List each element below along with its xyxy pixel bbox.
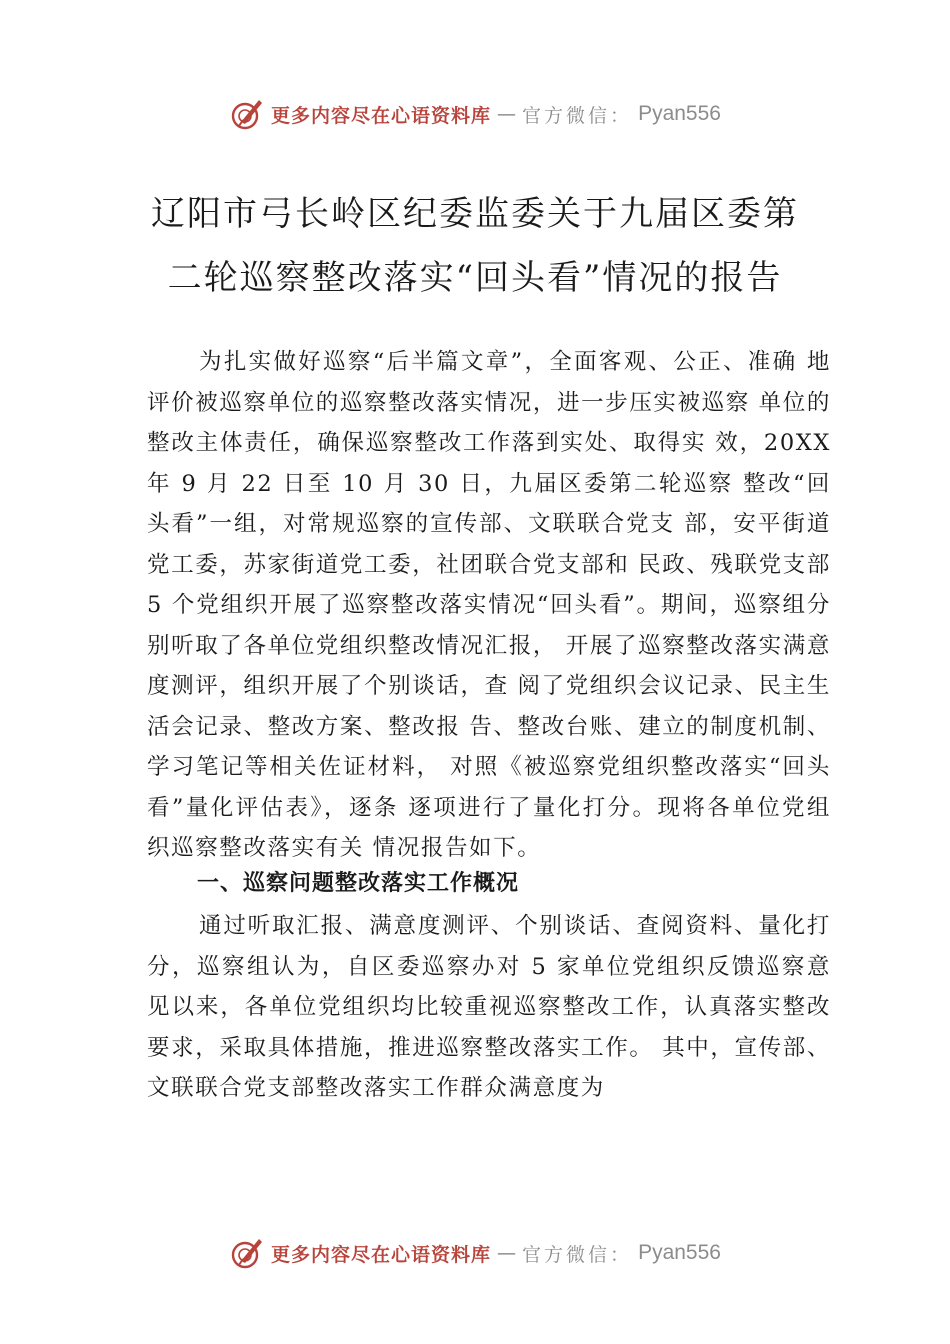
banner-wechat-label: 官方微信： xyxy=(522,1243,633,1266)
quill-seal-icon xyxy=(229,96,265,132)
title-line-2: 二轮巡察整改落实“回头看”情况的报告 xyxy=(167,258,783,298)
section-heading-1: 一、巡察问题整改落实工作概况 xyxy=(197,871,520,896)
body-paragraph-1: 为扎实做好巡察“后半篇文章”，全面客观、公正、准确 地评价被巡察单位的巡察整改落实情况，进一步压实被巡察 单位的整改主体责任，确保巡察整改工作落到实处、取得实 效，20XX年 9 月 22 日至 10 月 30 日，九届区委第二轮巡察 整改“回头看”一组，对常规巡察的宣传部、文联联合党支 部，安平街道党工委，苏家街道党工委，社团联合党支部和 民政、残联党支部 5 个党组织开展了巡察整改落实情况“回头看”。期间，巡察组分别听取了各单位党组织整改情况汇报， 开展了巡察整改落实满意度测评，组织开展了个别谈话，查 阅了党组织会议记录、民主生活会记录、整改方案、整改报 告、整改台账、建立的制度机制、学习笔记等相关佐证材料， 对照《被巡察党组织整改落实“回头看”量化评估表》，逐条 逐项进行了量化打分。现将各单位党组织巡察整改落实有关 情况报告如下。 xyxy=(147,349,831,861)
top-banner xyxy=(0,92,950,136)
bottom-banner xyxy=(0,1231,950,1275)
banner-brand: 更多内容尽在心语资料库 xyxy=(271,1243,492,1266)
banner-dash: — xyxy=(497,1242,517,1264)
banner-brand: 更多内容尽在心语资料库 xyxy=(271,104,492,127)
banner-dash: — xyxy=(497,103,517,125)
quill-seal-icon xyxy=(229,1235,265,1271)
banner-wechat-label: 官方微信： xyxy=(522,104,633,127)
banner-wechat-handle: Pyan556 xyxy=(638,1241,721,1264)
title-line-1: 辽阳市弓长岭区纪委监委关于九届区委第 xyxy=(151,194,799,234)
body-paragraph-2: 通过听取汇报、满意度测评、个别谈话、查阅资料、量化打分，巡察组认为，自区委巡察办对 5 家单位党组织反馈巡察意见以来，各单位党组织均比较重视巡察整改工作，认真落实整改要求，采取具体措施，推进巡察整改落实工作。 其中，宣传部、文联联合党支部整改落实工作群众满意度为 xyxy=(147,913,831,1101)
banner-wechat-handle: Pyan556 xyxy=(638,102,721,125)
document-title xyxy=(120,182,830,310)
